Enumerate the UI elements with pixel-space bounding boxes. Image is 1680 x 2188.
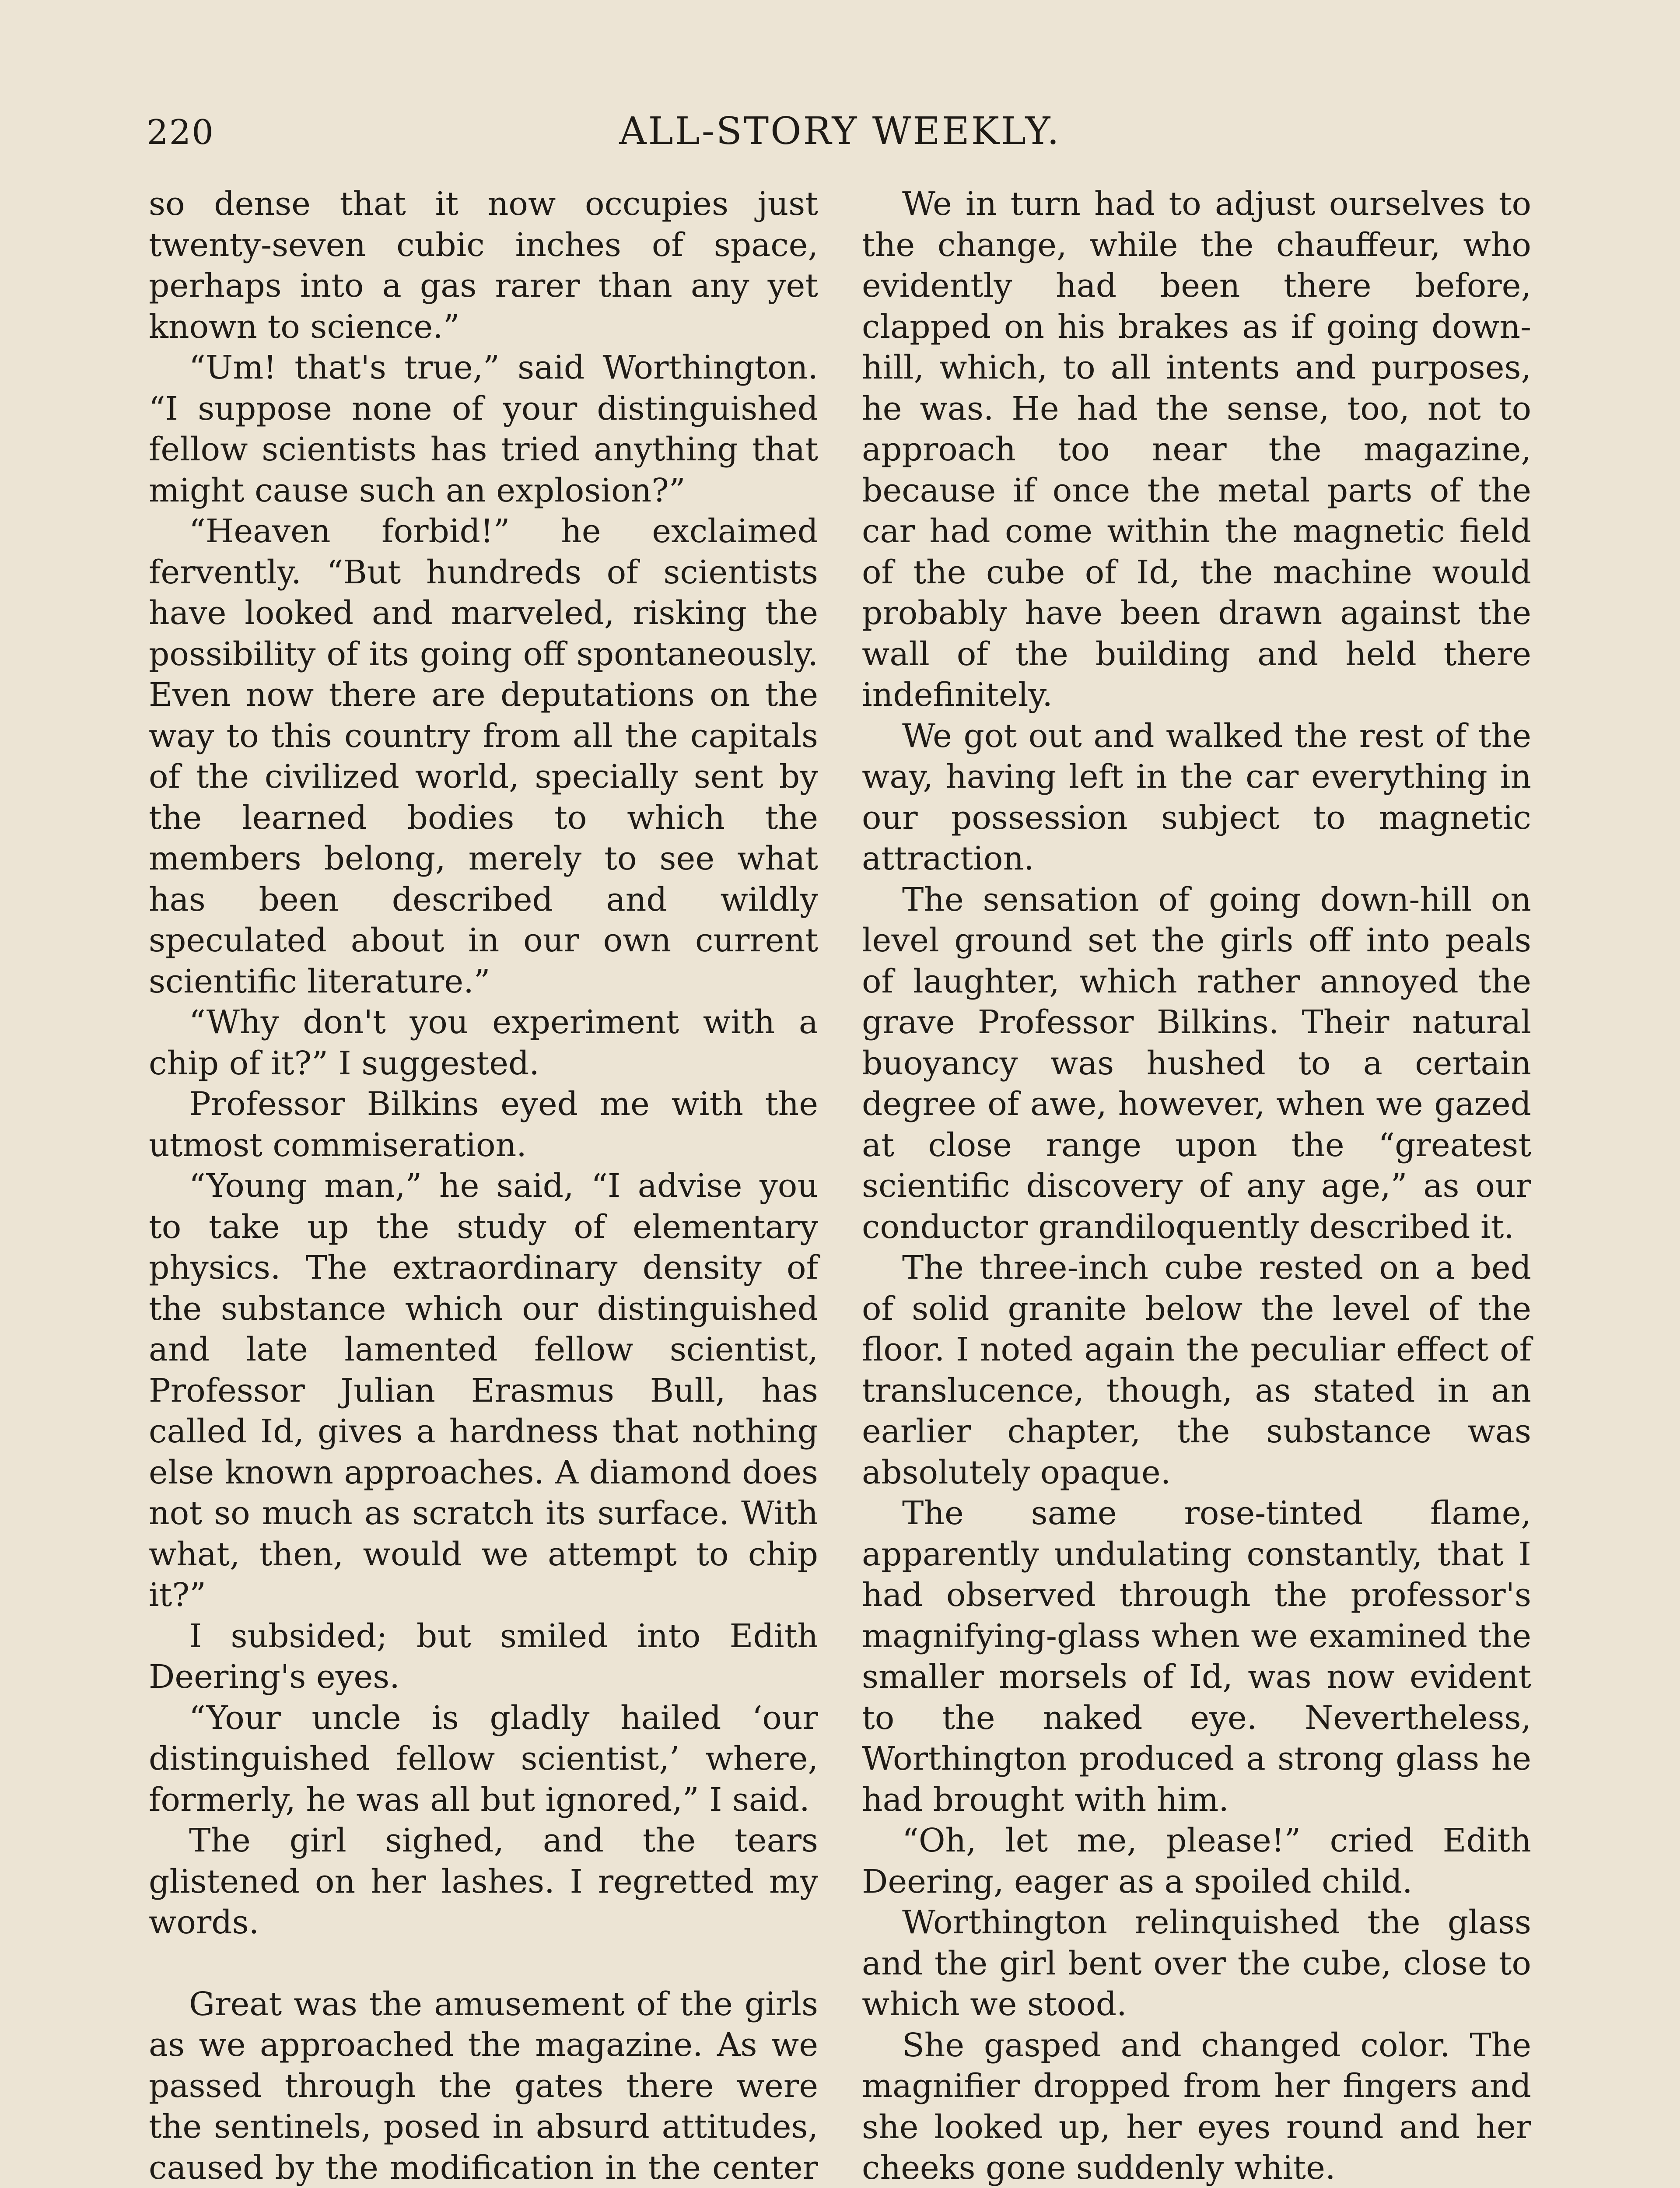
paragraph: “Your uncle is gladly hailed ‘our distinguished fellow scientist,’ where, formerly, he was all but ignored,” I said. [149, 1699, 818, 1819]
paragraph: She gasped and changed color. The magnifier dropped from her fingers and she looked up, her eyes round and her cheeks gone suddenly white. [862, 2026, 1531, 2187]
paragraph: “Young man,” he said, “I advise you to take up the study of elementary physics. The extraordinary density of the substance which our distinguished and late lamented fellow scientist, Professor Julian Erasmus Bull, has called Id, gives a hardness that nothing else known approaches. A diamond does not so much as scratch its surface. With what, then, would we attempt to chip it?” [149, 1167, 818, 1614]
paragraph: “Why don't you experiment with a chip of it?” I suggested. [149, 1003, 818, 1082]
right-column [862, 184, 1531, 2188]
paragraph: Great was the amusement of the girls as we approached the magazine. As we passed through the gates there were the sentinels, posed in absurd attitudes, caused by the modification in the center [149, 1985, 818, 2187]
paragraph: The three-inch cube rested on a bed of solid granite below the level of the floor. I noted again the peculiar effect of translucence, though, as stated in an earlier chapter, the substance was absolutely opaque. [862, 1249, 1531, 1491]
left-column [149, 184, 818, 2188]
paragraph: We got out and walked the rest of the way, having left in the car everything in our possession subject to magnetic attraction. [862, 717, 1531, 877]
page-number: 220 [147, 113, 214, 152]
paragraph: We in turn had to adjust ourselves to the change, while the chauffeur, who evidently had been there before, clapped on his brakes as if going down-hill, which, to all intents and purposes, he was. He had the sense, too, not to approach too near the magazine, because if once the metal parts of the car had come within the magnetic field of the cube of Id, the machine would probably have been drawn against the wall of the building and held there indefinitely. [862, 185, 1531, 714]
paragraph: The sensation of going down-hill on level ground set the girls off into peals of laughter, which rather annoyed the grave Professor Bilkins. Their natural buoyancy was hushed to a certain degree of awe, however, when we gazed at close range upon the “greatest scientific discovery of any age,” as our conductor grandiloquently described it. [862, 880, 1531, 1246]
running-header: ALL-STORY WEEKLY. [619, 109, 1061, 153]
paragraph: Worthington relinquished the glass and the girl bent over the cube, close to which we stood. [862, 1904, 1531, 2023]
paragraph: I subsided; but smiled into Edith Deering's eyes. [149, 1617, 818, 1696]
paragraph: “Oh, let me, please!” cried Edith Deering, eager as a spoiled child. [862, 1822, 1531, 1900]
paragraph: The same rose-tinted flame, apparently undulating constantly, that I had observed through the professor's magnifying-glass when we examined the smaller morsels of Id, was now evident to the naked eye. Nevertheless, Worthington produced a strong glass he had brought with him. [862, 1494, 1531, 1819]
paragraph: “Heaven forbid!” he exclaimed fervently. “But hundreds of scientists have looked and marveled, risking the possibility of its going off spontaneously. Even now there are deputations on the way to this country from all the capitals of the civilized world, specially sent by the learned bodies to which the members belong, merely to see what has been described and wildly speculated about in our own current scientific literature.” [149, 512, 818, 1000]
paragraph: so dense that it now occupies just twenty-seven cubic inches of space, perhaps into a gas rarer than any yet known to science.” [149, 185, 818, 346]
paragraph: Professor Bilkins eyed me with the utmost commiseration. [149, 1085, 818, 1164]
paragraph: The girl sighed, and the tears glistened on her lashes. I regretted my words. [149, 1822, 818, 1941]
paragraph: “Um! that's true,” said Worthington. “I suppose none of your distinguished fellow scientists has tried anything that might cause such an explosion?” [149, 349, 818, 509]
